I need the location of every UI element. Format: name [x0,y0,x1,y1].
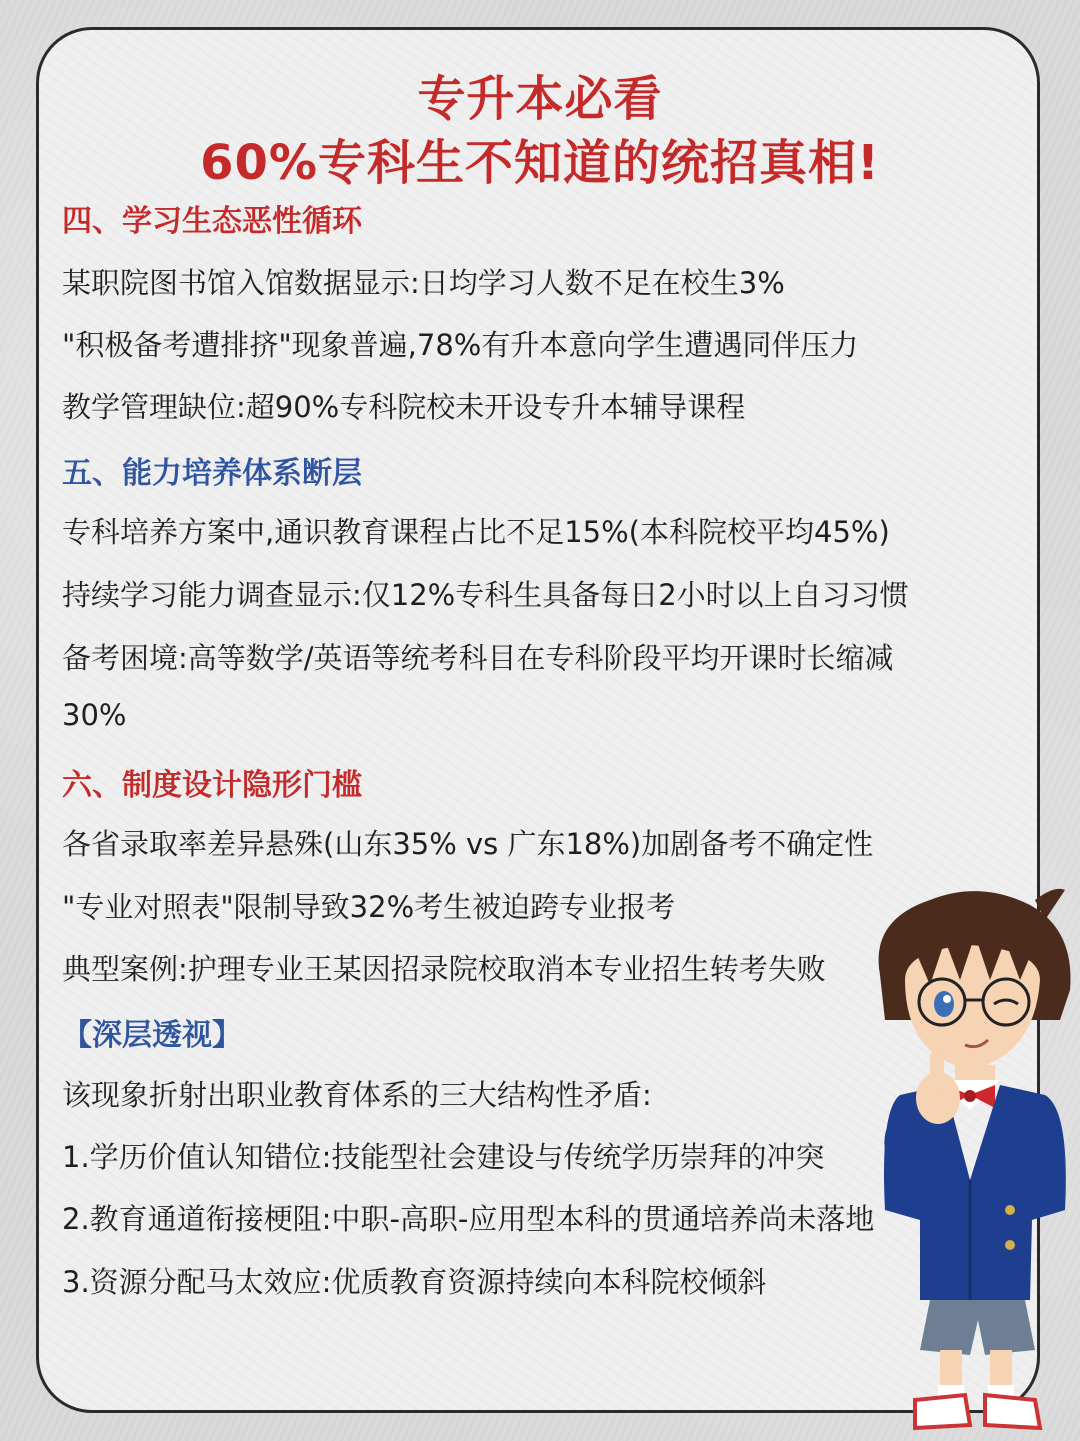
section-6-line-3: 典型案例:护理专业王某因招录院校取消本专业招生转考失败 [62,952,826,986]
section-heading-insight: 【深层透视】 [62,1018,242,1053]
insight-line-1: 该现象折射出职业教育体系的三大结构性矛盾: [62,1078,652,1112]
insight-line-3: 2.教育通道衔接梗阻:中职-高职-应用型本科的贯通培养尚未落地 [62,1202,875,1236]
section-heading-4: 四、学习生态恶性循环 [62,204,362,239]
section-heading-5: 五、能力培养体系断层 [62,456,362,491]
insight-line-4: 3.资源分配马太效应:优质教育资源持续向本科院校倾斜 [62,1265,767,1299]
section-4-line-2: "积极备考遭排挤"现象普遍,78%有升本意向学生遭遇同伴压力 [62,328,859,362]
section-5-line-3: 备考困境:高等数学/英语等统考科目在专科阶段平均开课时长缩减 [62,641,894,675]
section-5-line-1: 专科培养方案中,通识教育课程占比不足15%(本科院校平均45%) [62,515,890,549]
section-4-line-3: 教学管理缺位:超90%专科院校未开设专升本辅导课程 [62,390,746,424]
section-5-line-2: 持续学习能力调查显示:仅12%专科生具备每日2小时以上自习习惯 [62,578,909,612]
cartoon-boy-pointing-icon [860,880,1080,1441]
section-4-line-1: 某职院图书馆入馆数据显示:日均学习人数不足在校生3% [62,266,785,300]
section-6-line-1: 各省录取率差异悬殊(山东35% vs 广东18%)加剧备考不确定性 [62,827,874,861]
section-6-line-2: "专业对照表"限制导致32%考生被迫跨专业报考 [62,890,676,924]
section-5-line-4: 30% [62,698,127,732]
section-heading-6: 六、制度设计隐形门槛 [62,768,362,803]
title-line-1: 专升本必看 [417,71,663,127]
title-line-2: 60%专科生不知道的统招真相! [200,135,880,191]
insight-line-2: 1.学历价值认知错位:技能型社会建设与传统学历崇拜的冲突 [62,1140,825,1174]
